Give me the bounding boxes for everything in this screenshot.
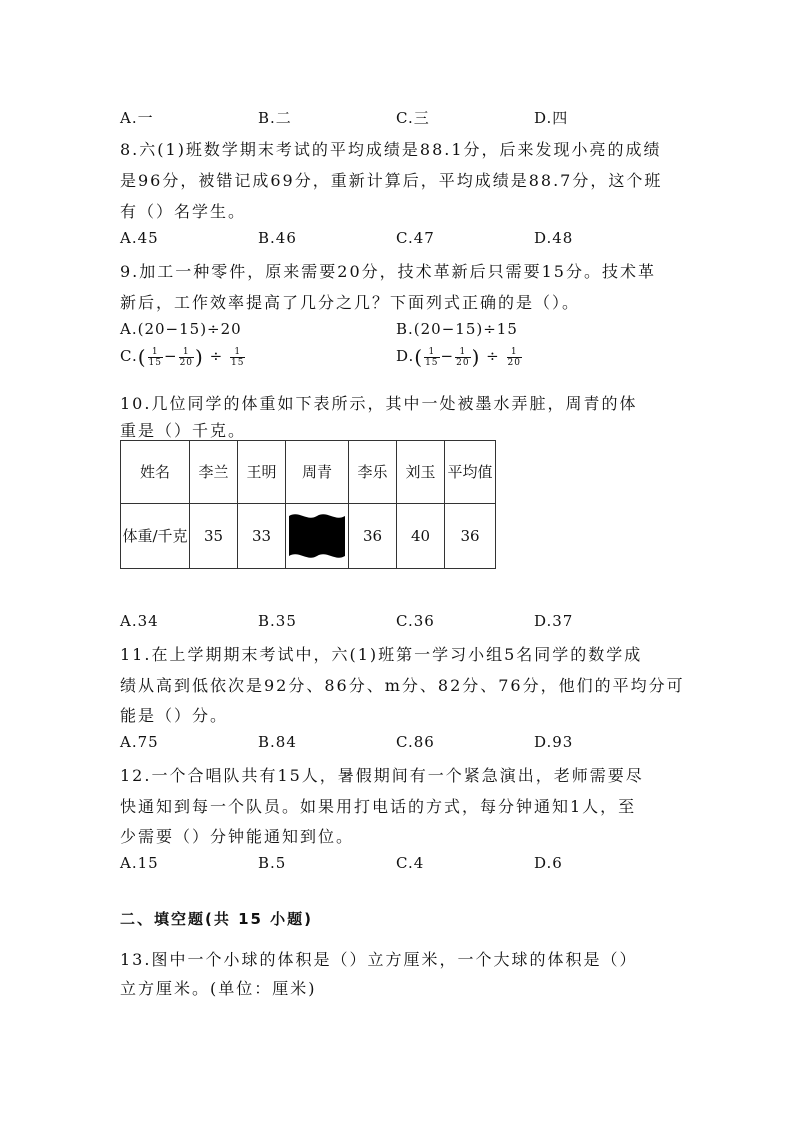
q7-option-c: C.三 (396, 109, 430, 127)
table-cell: 36 (445, 504, 496, 569)
ink-stain-cell (286, 504, 349, 569)
fraction: $\frac{1}{15}$ (230, 346, 245, 368)
q9-option-b: B.(20−15)÷15 (396, 320, 518, 338)
q7-option-d: D.四 (534, 109, 569, 127)
table-header-cell: 李兰 (190, 441, 238, 504)
table-cell: 35 (190, 504, 238, 569)
q10-option-d: D.37 (534, 612, 574, 630)
table-cell: 40 (397, 504, 445, 569)
q11-option-b: B.84 (258, 733, 297, 751)
q13-text-line2: 立方厘米。(单位：厘米) (120, 979, 317, 998)
q8-text-line1: 8.六(1)班数学期末考试的平均成绩是88.1分，后来发现小亮的成绩 (120, 140, 662, 159)
ink-blot-icon (287, 510, 347, 562)
q11-option-c: C.86 (396, 733, 435, 751)
q9-option-d: D.( $\frac{1}{15}$ − $\frac{1}{20}$ ) ÷ $\frac{1}{20}$ (396, 345, 521, 369)
table-row-label: 体重/千克 (121, 504, 190, 569)
q11-text-line2: 绩从高到低依次是92分、86分、m分、82分、76分，他们的平均分可 (120, 676, 685, 695)
q12-option-c: C.4 (396, 854, 425, 872)
table-header-cell: 刘玉 (397, 441, 445, 504)
q9-option-d-label: D. (396, 347, 415, 365)
q9-option-c-label: C. (120, 347, 138, 365)
q12-option-a: A.15 (120, 854, 159, 872)
q13-text-line1: 13.图中一个小球的体积是（）立方厘米，一个大球的体积是（） (120, 950, 638, 969)
table-header-cell: 平均值 (445, 441, 496, 504)
table-header-cell: 李乐 (349, 441, 397, 504)
q9-text-line1: 9.加工一种零件，原来需要20分，技术革新后只需要15分。技术革 (120, 262, 656, 281)
q9-option-a: A.(20−15)÷20 (120, 320, 242, 338)
q8-option-c: C.47 (396, 229, 435, 247)
table-header-cell: 王明 (238, 441, 286, 504)
q7-option-a: A.一 (120, 109, 154, 127)
q12-text-line3: 少需要（）分钟能通知到位。 (120, 827, 355, 846)
q9-text-line2: 新后，工作效率提高了几分之几？下面列式正确的是（）。 (120, 293, 581, 312)
q8-option-a: A.45 (120, 229, 159, 247)
q11-text-line1: 11.在上学期期末考试中，六(1)班第一学习小组5名同学的数学成 (120, 645, 643, 664)
q12-option-b: B.5 (258, 854, 287, 872)
q11-option-d: D.93 (534, 733, 574, 751)
section-heading: 二、填空题(共 15 小题) (120, 910, 314, 928)
q8-text-line3: 有（）名学生。 (120, 202, 247, 221)
q12-text-line2: 快通知到每一个队员。如果用打电话的方式，每分钟通知1人，至 (120, 797, 637, 816)
q10-option-b: B.35 (258, 612, 297, 630)
q8-option-b: B.46 (258, 229, 297, 247)
fraction: $\frac{1}{20}$ (507, 346, 521, 368)
q10-text-line2: 重是（）千克。 (120, 421, 247, 440)
fraction: $\frac{1}{20}$ (179, 346, 194, 368)
q11-option-a: A.75 (120, 733, 159, 751)
table-header-cell: 周青 (286, 441, 349, 504)
fraction: $\frac{1}{15}$ (148, 346, 162, 368)
table-cell: 33 (238, 504, 286, 569)
fraction: $\frac{1}{20}$ (456, 346, 470, 368)
fraction: $\frac{1}{15}$ (425, 346, 439, 368)
q9-option-c: C.( $\frac{1}{15}$ − $\frac{1}{20}$ ) ÷ $\frac{1}{15}$ (120, 345, 245, 369)
q12-option-d: D.6 (534, 854, 563, 872)
q10-text-line1: 10.几位同学的体重如下表所示，其中一处被墨水弄脏，周青的体 (120, 394, 638, 413)
q10-option-a: A.34 (120, 612, 159, 630)
q8-option-d: D.48 (534, 229, 574, 247)
q12-text-line1: 12.一个合唱队共有15人，暑假期间有一个紧急演出，老师需要尽 (120, 766, 644, 785)
weight-table (120, 440, 496, 569)
q10-option-c: C.36 (396, 612, 435, 630)
table-header-cell: 姓名 (121, 441, 190, 504)
q11-text-line3: 能是（）分。 (120, 706, 229, 725)
table-cell: 36 (349, 504, 397, 569)
q8-text-line2: 是96分，被错记成69分，重新计算后，平均成绩是88.7分，这个班 (120, 171, 663, 190)
q7-option-b: B.二 (258, 109, 292, 127)
